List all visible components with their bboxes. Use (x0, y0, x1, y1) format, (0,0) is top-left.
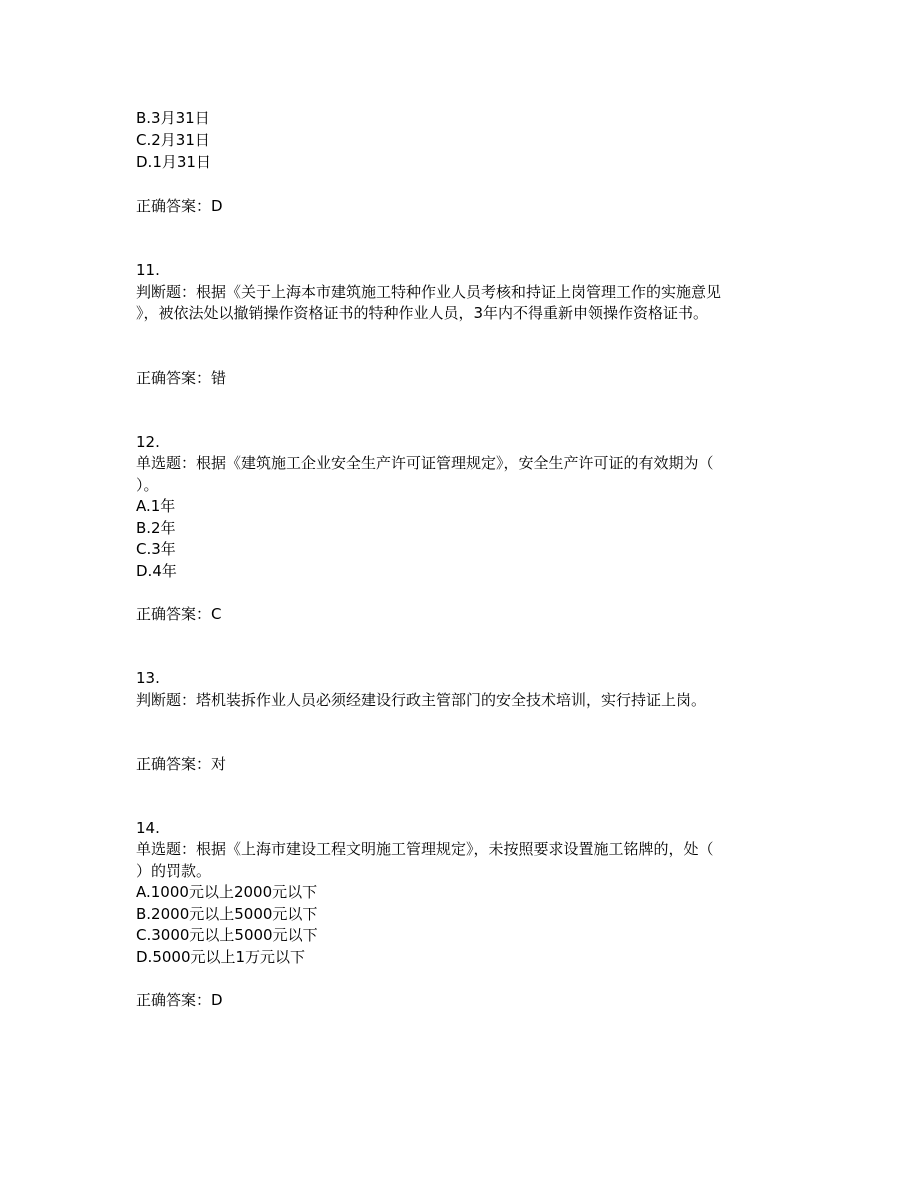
answer: 正确答案：对 (136, 755, 227, 773)
question-text: 判断题：根据《关于上海本市建筑施工特种作业人员考核和持证上岗管理工作的实施意见 (136, 283, 722, 301)
answer: 正确答案：C (136, 605, 222, 623)
question-text: 单选题：根据《建筑施工企业安全生产许可证管理规定》，安全生产许可证的有效期为（ (136, 454, 714, 472)
option-b: B.2000元以上5000元以下 (136, 905, 318, 923)
question-text: 判断题：塔机装拆作业人员必须经建设行政主管部门的安全技术培训，实行持证上岗。 (136, 691, 707, 709)
question-number: 12. (136, 433, 160, 451)
question-number: 13. (136, 669, 160, 687)
option-d: D.1月31日 (136, 153, 211, 171)
option-d: D.5000元以上1万元以下 (136, 948, 306, 966)
question-text: ）。 (136, 476, 159, 494)
option-c: C.2月31日 (136, 131, 210, 149)
question-number: 14. (136, 819, 160, 837)
question-text: ）的罚款。 (136, 862, 212, 880)
answer: 正确答案：D (136, 197, 223, 215)
option-a: A.1000元以上2000元以下 (136, 883, 318, 901)
option-c: C.3年 (136, 540, 176, 558)
option-c: C.3000元以上5000元以下 (136, 926, 318, 944)
option-b: B.3月31日 (136, 109, 210, 127)
answer: 正确答案：D (136, 991, 223, 1009)
option-d: D.4年 (136, 562, 177, 580)
answer: 正确答案：错 (136, 369, 227, 387)
option-a: A.1年 (136, 497, 176, 515)
option-b: B.2年 (136, 519, 176, 537)
question-text: 单选题：根据《上海市建设工程文明施工管理规定》，未按照要求设置施工铭牌的，处（ (136, 840, 714, 858)
question-text: 》，被依法处以撤销操作资格证书的特种作业人员，3年内不得重新申领操作资格证书。 (136, 304, 709, 322)
question-number: 11. (136, 261, 160, 279)
